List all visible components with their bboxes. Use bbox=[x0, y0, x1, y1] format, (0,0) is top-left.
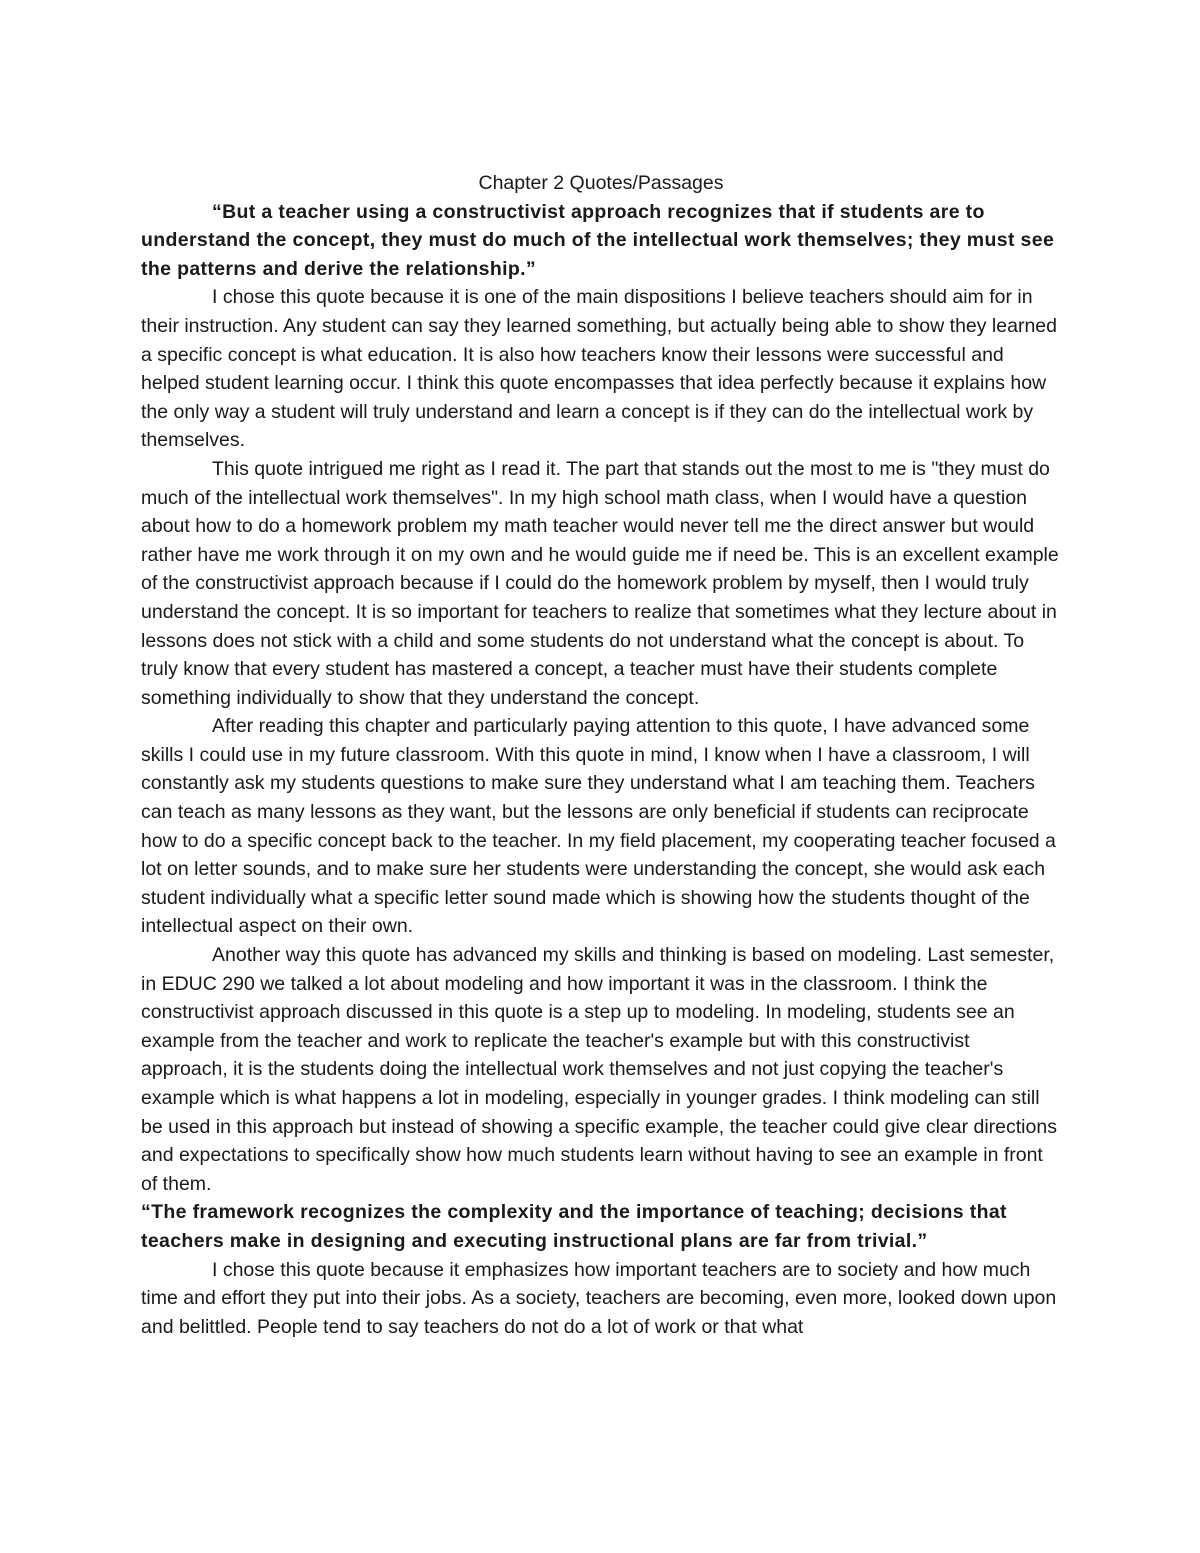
paragraph-5: I chose this quote because it emphasizes how important teachers are to society and how much time and effort they put into their jobs. As a society, teachers are becoming, even more, looked down upon and belittled. People tend to say teachers do not do a lot of work or that what bbox=[141, 1258, 1057, 1338]
quote-block-1: “But a teacher using a constructivist approach recognizes that if students are to understand the concept, they must do much of the intellectual work themselves; they must see the patterns and derive the relationship.” bbox=[141, 200, 1055, 280]
paragraph-4: Another way this quote has advanced my skills and thinking is based on modeling. Last semester, in EDUC 290 we talked a lot about modeling and how important it was in the classroom. I think the constructivist approach discussed in this quote is a step up to modeling. In modeling, students see an example from the teacher and work to replicate the teacher's example but with this constructivist approach, it is the students doing the intellectual work themselves and not just copying the teacher's example which is what happens a lot in modeling, especially in younger grades. I think modeling can still be used in this approach but instead of showing a specific example, the teacher could give clear directions and expectations to specifically show how much students learn without having to see an example in front of them. bbox=[141, 944, 1057, 1195]
document-title: Chapter 2 Quotes/Passages bbox=[478, 172, 724, 194]
paragraph-3: After reading this chapter and particularly paying attention to this quote, I have advanced some skills I could use in my future classroom. With this quote in mind, I know when I have a classroom, I will constantly ask my students questions to make sure they understand what I am teaching them. Teachers can teach as many lessons as they want, but the lessons are only beneficial if students can reciprocate how to do a specific concept back to the teacher. In my field placement, my cooperating teacher focused a lot on letter sounds, and to make sure her students were understanding the concept, she would ask each student individually what a specific letter sound made which is showing how the students thought of the intellectual aspect on their own. bbox=[141, 715, 1056, 938]
document-body bbox=[141, 169, 1061, 1341]
paragraph-2: This quote intrigued me right as I read it. The part that stands out the most to me is "they must do much of the intellectual work themselves". In my high school math class, when I would have a question about how to do a homework problem my math teacher would never tell me the direct answer but would rather have me work through it on my own and he would guide me if need be. This is an excellent example of the constructivist approach because if I could do the homework problem by myself, then I would truly understand the concept. It is so important for teachers to realize that sometimes what they lecture about in lessons does not stick with a child and some students do not understand what the concept is about. To truly know that every student has mastered a concept, a teacher must have their students complete something individually to show that they understand the concept. bbox=[141, 457, 1059, 709]
quote-block-2: “The framework recognizes the complexity and the importance of teaching; decisions that teachers make in designing and executing instructional plans are far from trivial.” bbox=[141, 1201, 1007, 1252]
paragraph-1: I chose this quote because it is one of the main dispositions I believe teachers should aim for in their instruction. Any student can say they learned something, but actually being able to show they learned a specific concept is what education. It is also how teachers know their lessons were successful and helped student learning occur. I think this quote encompasses that idea perfectly because it explains how the only way a student will truly understand and learn a concept is if they can do the intellectual work by themselves. bbox=[141, 286, 1057, 452]
